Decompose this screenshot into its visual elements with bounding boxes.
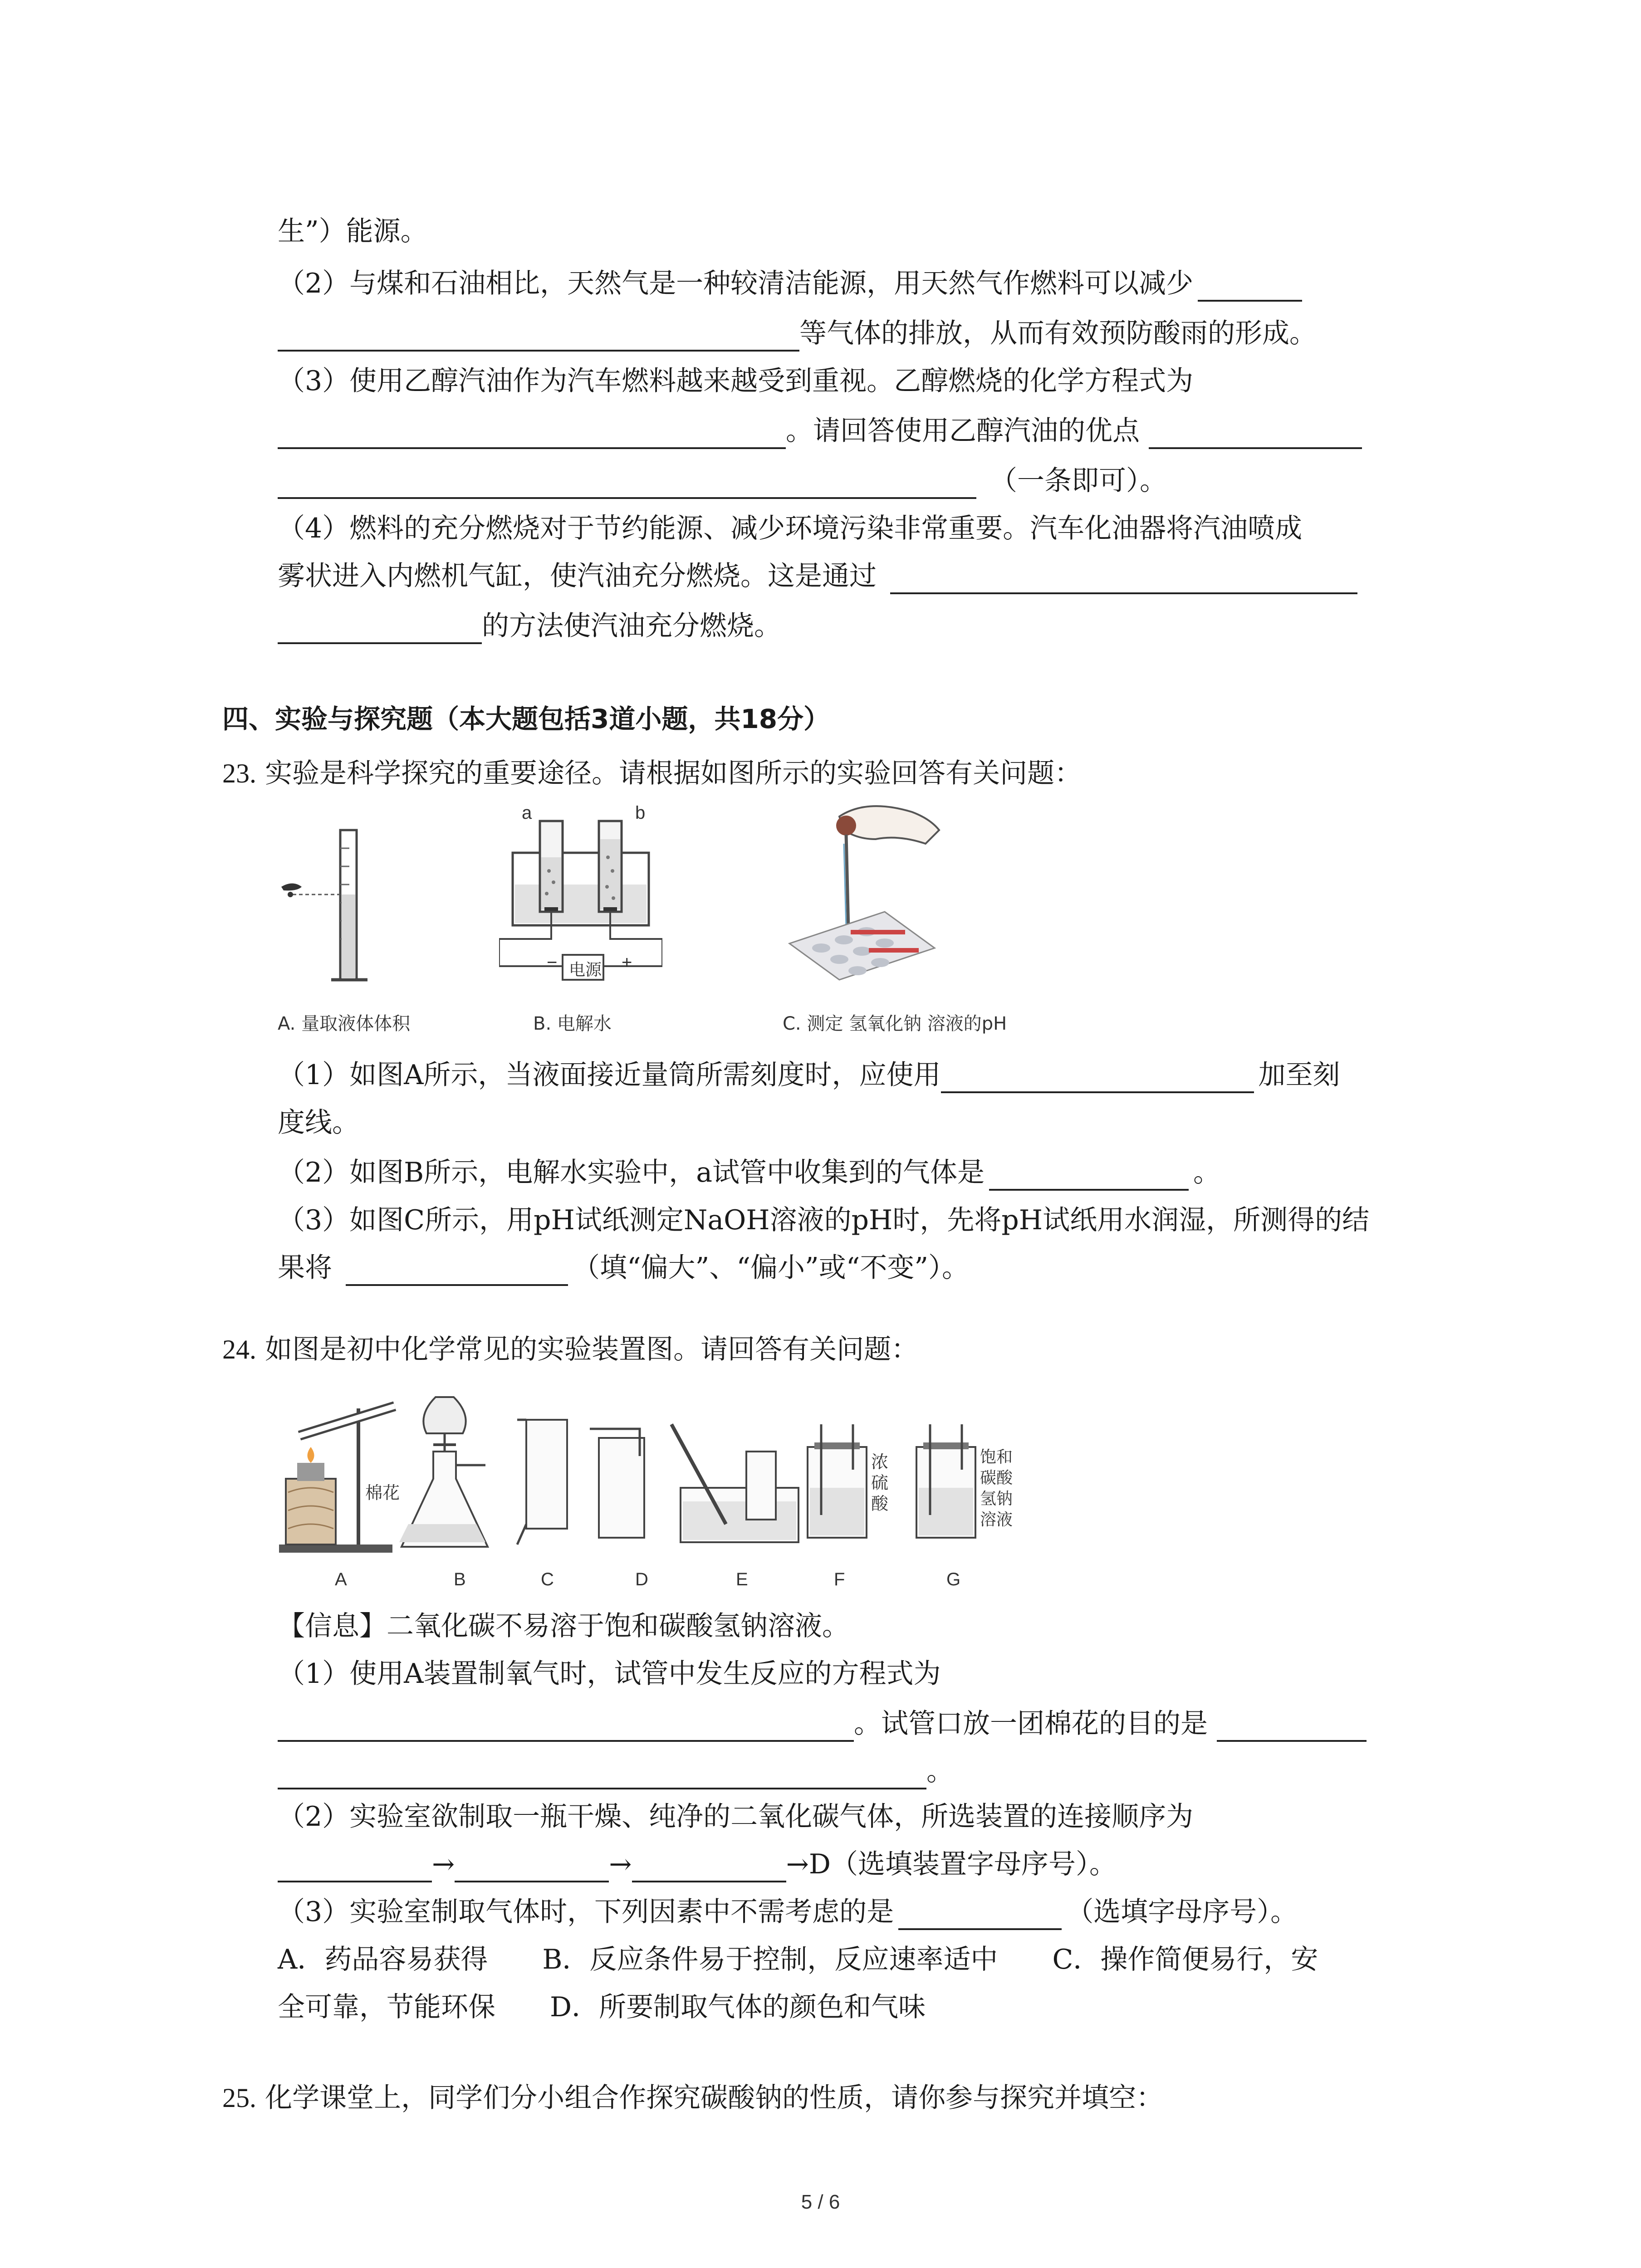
arrow-icon: → xyxy=(786,1848,809,1880)
minus-label: − xyxy=(547,953,558,973)
graduated-cylinder-figure xyxy=(272,812,399,993)
q24-info-line: 【信息】二氧化碳不易溶于饱和碳酸氢钠溶液。 xyxy=(278,1610,849,1642)
apparatus-letter: F xyxy=(834,1569,845,1589)
answer-blank[interactable] xyxy=(346,1255,568,1286)
q24-part2-tail: D（选填装置字母序号）。 xyxy=(808,1848,1117,1880)
q24-part3-tail: （选填字母序号）。 xyxy=(1066,1896,1298,1928)
q23-part1-text: （1）如图A所示，当液面接近量筒所需刻度时，应使用 xyxy=(278,1059,941,1091)
answer-blank[interactable] xyxy=(278,321,799,352)
q24-options-line xyxy=(278,1941,1318,1978)
answer-blank[interactable] xyxy=(278,613,482,644)
apparatus-letter: A xyxy=(335,1569,347,1589)
question-stem: 实验是科学探究的重要途径。请根据如图所示的实验回答有关问题： xyxy=(265,758,1082,789)
conc-sulfuric-acid-label: 浓硫酸 xyxy=(871,1452,889,1514)
q22-line-7: （4）燃料的充分燃烧对于节约能源、减少环境污染非常重要。汽车化油器将汽油喷成 xyxy=(278,513,1303,544)
q23-part3-tail: （填“偏大”、“偏小”或“不变”）。 xyxy=(573,1252,970,1284)
apparatus-c xyxy=(517,1420,567,1545)
q23-part3-line: （3）如图C所示，用pH试纸测定NaOH溶液的pH时，先将pH试纸用水润湿，所测得的结 xyxy=(278,1204,1370,1236)
q22-line-6 xyxy=(278,463,1167,499)
q25-stem-line xyxy=(222,2080,1163,2116)
figure-caption: C. 测定 氢氧化钠 溶液的pH xyxy=(783,1013,1007,1034)
answer-blank[interactable] xyxy=(278,468,976,499)
q24-part1-line: （1）使用A装置制氧气时，试管中发生反应的方程式为 xyxy=(278,1658,941,1690)
answer-blank[interactable] xyxy=(1198,271,1302,302)
q23-part2-tail: 。 xyxy=(1193,1157,1221,1188)
apparatus-d xyxy=(590,1429,644,1538)
q22-line-5 xyxy=(278,413,1362,449)
answer-blank[interactable] xyxy=(1149,418,1362,449)
option-c: C．操作简便易行，安 xyxy=(1052,1944,1318,1975)
answer-blank[interactable] xyxy=(898,1899,1062,1930)
apparatus-b xyxy=(399,1397,488,1547)
q23-part2-text: （2）如图B所示，电解水实验中，a试管中收集到的气体是 xyxy=(278,1157,985,1188)
answer-blank[interactable] xyxy=(455,1852,609,1882)
answer-blank[interactable] xyxy=(278,1852,432,1882)
answer-blank[interactable] xyxy=(278,1711,854,1742)
q22-part2-text: （2）与煤和石油相比，天然气是一种较清洁能源，用天然气作燃料可以减少 xyxy=(278,268,1194,299)
q24-part3-text: （3）实验室制取气体时，下列因素中不需考虑的是 xyxy=(278,1896,894,1928)
arrow-icon: → xyxy=(609,1848,632,1880)
q22-line-1: 生”）能源。 xyxy=(278,215,428,247)
q23-part1-line xyxy=(278,1057,1340,1093)
apparatus-letter: C xyxy=(541,1569,554,1589)
q24-part1-tail: 。 xyxy=(926,1755,954,1787)
apparatus-letter: G xyxy=(946,1569,961,1589)
plus-label: + xyxy=(622,953,632,973)
apparatus-g xyxy=(916,1424,975,1538)
answer-blank[interactable] xyxy=(278,418,786,449)
question-stem: 如图是初中化学常见的实验装置图。请回答有关问题： xyxy=(265,1334,919,1365)
arrow-icon: → xyxy=(432,1848,455,1880)
q22-part4-text: 雾状进入内燃机气缸，使汽油充分燃烧。这是通过 xyxy=(278,560,877,592)
option-d: D．所要制取气体的颜色和气味 xyxy=(550,1991,926,2023)
tube-b-label: b xyxy=(635,803,646,823)
q23-part3-line2 xyxy=(278,1250,969,1286)
answer-blank[interactable] xyxy=(890,563,1357,594)
q24-stem-line xyxy=(222,1331,918,1368)
q23-stem-line xyxy=(222,755,1082,792)
q22-line-8 xyxy=(278,558,1357,594)
apparatus-letter: E xyxy=(736,1569,748,1589)
eye-icon xyxy=(281,884,302,891)
answer-blank[interactable] xyxy=(941,1062,1254,1093)
answer-blank[interactable] xyxy=(632,1852,786,1882)
option-c-cont: 全可靠，节能环保 xyxy=(278,1991,495,2023)
tube-a-label: a xyxy=(522,803,532,823)
apparatus-letter: B xyxy=(454,1569,466,1589)
power-source-label: 电源 xyxy=(569,961,602,979)
answer-blank[interactable] xyxy=(278,1759,926,1789)
q22-part4-tail: 的方法使汽油充分燃烧。 xyxy=(482,610,781,642)
answer-blank[interactable] xyxy=(1217,1711,1367,1742)
option-b: B．反应条件易于控制，反应速率适中 xyxy=(542,1944,998,1975)
ph-test-figure xyxy=(771,798,962,993)
q23-part3-text: 果将 xyxy=(278,1252,332,1284)
q22-part3-tail: （一条即可）。 xyxy=(990,465,1167,497)
section-heading: 四、实验与探究题（本大题包括3道小题，共18分） xyxy=(222,704,830,734)
q24-part2-line: （2）实验室欲制取一瓶干燥、纯净的二氧化碳气体，所选装置的连接顺序为 xyxy=(278,1801,1194,1833)
q24-part1-line3 xyxy=(278,1753,954,1789)
q22-line-2 xyxy=(278,265,1302,302)
question-number: 25. xyxy=(222,2083,256,2113)
q24-part3-line xyxy=(278,1894,1298,1930)
page-number: 5 / 6 xyxy=(801,2191,840,2213)
answer-blank[interactable] xyxy=(989,1160,1189,1191)
q22-line-4: （3）使用乙醇汽油作为汽车燃料越来越受到重视。乙醇燃烧的化学方程式为 xyxy=(278,365,1194,397)
figure-caption: A. 量取液体体积 xyxy=(278,1013,411,1034)
cotton-label: 棉花 xyxy=(365,1483,400,1503)
question-number: 24. xyxy=(222,1334,256,1364)
apparatus-letter: D xyxy=(635,1569,648,1589)
q22-line-3 xyxy=(278,315,1317,352)
option-a: A．药品容易获得 xyxy=(278,1944,488,1975)
q24-part2-line2 xyxy=(278,1846,1117,1882)
q24-options-line2 xyxy=(278,1989,926,2025)
sodium-bicarbonate-label: 饱和碳酸氢钠溶液 xyxy=(980,1448,1013,1529)
question-stem: 化学课堂上，同学们分小组合作探究碳酸钠的性质，请你参与探究并填空： xyxy=(265,2082,1164,2114)
apparatus-e xyxy=(671,1424,798,1542)
q24-part1-line2 xyxy=(278,1706,1367,1742)
q23-part2-line xyxy=(278,1154,1220,1191)
q22-part3-cont: 。请回答使用乙醇汽油的优点 xyxy=(786,415,1140,447)
question-number: 23. xyxy=(222,758,256,788)
q24-part1-mid: 。试管口放一团棉花的目的是 xyxy=(854,1708,1208,1740)
q22-part2-cont: 等气体的排放，从而有效预防酸雨的形成。 xyxy=(799,318,1317,349)
figure-caption: B. 电解水 xyxy=(533,1013,612,1034)
apparatus-f xyxy=(808,1424,867,1538)
q23-part1-tail: 加至刻 xyxy=(1258,1059,1340,1091)
q22-line-9 xyxy=(278,608,781,644)
q23-part1-line2: 度线。 xyxy=(278,1107,359,1139)
